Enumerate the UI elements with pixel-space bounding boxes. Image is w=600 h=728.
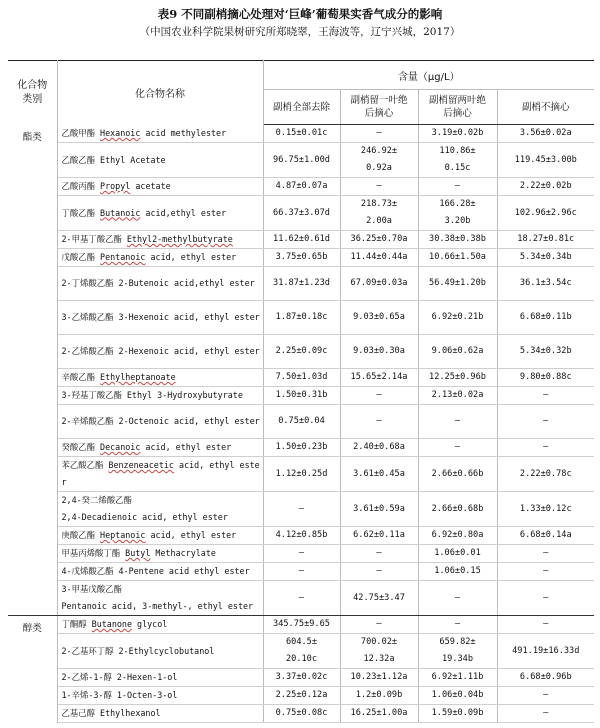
table-subtitle: （中国农业科学院果树研究所郑晓翠，王海波等，辽宁兴城，2017） [139,26,461,38]
compound-en: 1-Octen-3-ol [116,690,178,700]
compound-en: 2,4-Decadienoic acid, ethyl ester [61,512,228,522]
value-treatment-1: — [263,492,340,527]
compound-name [57,705,263,723]
value-treatment-1: 1.87±0.18c [263,301,340,335]
value-treatment-3: 110.86± 0.15c [418,143,497,178]
table-row [8,405,594,439]
compound-en: 2-Hexen-1-ol [116,672,178,682]
compound-en: 2-Hexenoic acid, ethyl ester [118,346,260,356]
compound-en: 2-Ethylcyclobutanol [118,645,215,656]
value-treatment-4: 6.68±0.14a [497,527,594,545]
table-row [8,457,594,492]
value-treatment-1: 3.37±0.02c [263,669,340,687]
value-treatment-3: 10.66±1.50a [418,249,497,267]
header-compound-name: 化合物名称 [57,61,263,125]
value-treatment-4: 2.22±0.02b [497,178,594,196]
compound-name [57,581,263,616]
compound-cn: 庚酸乙酯 [61,530,101,540]
value-treatment-4: 491.19±16.33d [497,634,594,669]
value-treatment-2: 9.03±0.30a [340,335,418,369]
value-treatment-1: — [263,563,340,581]
value-treatment-2: — [340,616,418,634]
value-treatment-3: 30.38±0.38b [418,231,497,249]
table-row [8,527,594,545]
value-treatment-4: — [497,705,594,723]
compound-cn: 乙基己醇 [61,708,101,718]
value-treatment-3: 659.82± 19.34b [418,634,497,669]
value-treatment-3: 3.19±0.02b [418,125,497,143]
value-treatment-3: 1.06±0.15 [418,563,497,581]
table-row [8,705,594,723]
value-treatment-1: 2.25±0.12a [263,687,340,705]
compound-en: Decanoic acid, ethyl ester [100,442,232,452]
value-treatment-1: 31.87±1.23d [263,267,340,301]
value-treatment-2: — [340,178,418,196]
value-treatment-2: 10.23±1.12a [340,669,418,687]
value-treatment-3: 2.66±0.66b [418,457,497,492]
compound-cn: 2-乙基环丁醇 [61,645,119,656]
compound-cn: 2-丁烯酸乙酯 [61,278,119,288]
value-treatment-1: 11.62±0.61d [263,231,340,249]
value-treatment-2: 700.02± 12.32a [340,634,418,669]
value-treatment-3: — [418,439,497,457]
value-treatment-1: 345.75±9.65 [263,616,340,634]
value-treatment-3: 6.92±0.21b [418,301,497,335]
table-row [8,178,594,196]
compound-en: Butyl Methacrylate [125,548,216,558]
value-treatment-3: 2.66±0.68b [418,492,497,527]
compound-en: Ethyl2-methylbutyrate [126,234,233,244]
value-treatment-3: 9.06±0.62a [418,335,497,369]
table-row [8,249,594,267]
value-treatment-4: 119.45±3.00b [497,143,594,178]
table-row [8,616,594,634]
table-title: 表9 不同副梢摘心处理对‘巨峰’葡萄果实香气成分的影响 [157,7,443,21]
value-treatment-3: 1.59±0.09b [418,705,497,723]
compound-cn: 3-羟基丁酸乙酯 [61,390,127,400]
value-treatment-4: — [497,687,594,705]
value-treatment-2: 15.65±2.14a [340,369,418,387]
value-treatment-1: 1.50±0.23b [263,439,340,457]
value-treatment-2: 3.61±0.59a [340,492,418,527]
header-category: 化合物 类别 [8,61,57,125]
value-treatment-3: 56.49±1.20b [418,267,497,301]
compound-name [57,267,263,301]
compound-cn: 2-乙烯-1-醇 [61,672,117,682]
header-content-group: 含量（μg/L） [263,61,594,90]
value-treatment-4: 3.56±0.02a [497,125,594,143]
value-treatment-1: 4.87±0.07a [263,178,340,196]
value-treatment-1: 0.75±0.08c [263,705,340,723]
compound-cn: 2-辛烯酸乙酯 [61,416,119,426]
compound-name [57,616,263,634]
value-treatment-2: 1.2±0.09b [340,687,418,705]
value-treatment-2: 67.09±0.03a [340,267,418,301]
compound-en: Pentanoic acid, 3-methyl-, ethyl ester [61,601,254,611]
compound-cn: 癸酸乙酯 [61,442,101,452]
table-row [8,492,594,527]
table-row [8,335,594,369]
compound-name [57,545,263,563]
compound-name [57,669,263,687]
value-treatment-2: 11.44±0.44a [340,249,418,267]
compound-name [57,178,263,196]
value-treatment-4: 102.96±2.96c [497,196,594,231]
value-treatment-1: 604.5± 20.10c [263,634,340,669]
value-treatment-4: 5.34±0.32b [497,335,594,369]
table-row [8,687,594,705]
value-treatment-4: 1.33±0.12c [497,492,594,527]
compound-name [57,231,263,249]
table-row [8,143,594,178]
compound-en: Ethylheptanoate [100,372,176,382]
value-treatment-2: — [340,405,418,439]
header-treatment-3: 副梢留两叶绝 后摘心 [418,90,497,125]
value-treatment-1: 96.75±1.00d [263,143,340,178]
compound-en: Pentanoic acid, ethyl ester [100,252,237,262]
value-treatment-4: 36.1±3.54c [497,267,594,301]
table-row [8,439,594,457]
value-treatment-3: 2.13±0.02a [418,387,497,405]
compound-en: Ethyl Acetate [100,154,166,165]
compound-en: 2-Butenoic acid,ethyl ester [118,278,255,288]
value-treatment-2: 6.62±0.11a [340,527,418,545]
table-row [8,125,594,143]
value-treatment-1: 0.75±0.04 [263,405,340,439]
compound-cn: 甲基丙烯酸丁酯 [61,548,126,558]
value-treatment-2: — [340,545,418,563]
value-treatment-3: — [418,581,497,616]
value-treatment-3: 6.92±0.80a [418,527,497,545]
value-treatment-4: 2.22±0.78c [497,457,594,492]
compound-cn: 苯乙酸乙酯 [61,460,109,470]
compound-cn: 2,4-癸二烯酸乙酯 [61,495,132,505]
value-treatment-2: 3.61±0.45a [340,457,418,492]
value-treatment-1: 1.50±0.31b [263,387,340,405]
value-treatment-3: — [418,616,497,634]
compound-cn: 辛酸乙酯 [61,372,101,382]
value-treatment-1: 2.25±0.09c [263,335,340,369]
value-treatment-4: — [497,545,594,563]
compound-name [57,301,263,335]
compound-en: Ethylhexanol [100,708,161,718]
compound-en: Butanone glycol [91,619,168,629]
value-treatment-1: — [263,581,340,616]
value-treatment-3: 166.28± 3.20b [418,196,497,231]
value-treatment-2: 36.25±0.70a [340,231,418,249]
value-treatment-1: 7.50±1.03d [263,369,340,387]
value-treatment-2: — [340,387,418,405]
compound-cn: 丁酸乙酯 [61,207,101,218]
compound-name [57,405,263,439]
compound-name [57,563,263,581]
value-treatment-3: — [418,178,497,196]
compound-name [57,249,263,267]
compound-name [57,439,263,457]
value-treatment-1: 0.15±0.01c [263,125,340,143]
compound-en: Heptanoic acid, ethyl ester [100,530,237,540]
value-treatment-4: 18.27±0.81c [497,231,594,249]
compound-en: 4-Pentene acid ethyl ester [118,566,250,576]
compound-cn: 丁酮醇 [61,619,92,629]
table-row [8,231,594,249]
value-treatment-1: 1.12±0.25d [263,457,340,492]
compound-name [57,125,263,143]
value-treatment-4: 5.34±0.34b [497,249,594,267]
value-treatment-1: 3.75±0.65b [263,249,340,267]
value-treatment-2: 218.73± 2.00a [340,196,418,231]
value-treatment-4: — [497,439,594,457]
value-treatment-3: 1.06±0.04b [418,687,497,705]
aroma-components-table [8,60,594,723]
value-treatment-4: 9.80±0.88c [497,369,594,387]
table-row [8,634,594,669]
compound-cn: 乙酸乙酯 [61,154,101,165]
value-treatment-4: — [497,387,594,405]
value-treatment-3: 1.06±0.01 [418,545,497,563]
header-treatment-2: 副梢留一叶绝 后摘心 [340,90,418,125]
compound-name [57,143,263,178]
table-row [8,581,594,616]
compound-name [57,687,263,705]
compound-cn: 乙酸丙酯 [61,181,101,191]
compound-en: Propyl acetate [100,181,171,191]
compound-name [57,492,263,527]
value-treatment-2: 2.40±0.68a [340,439,418,457]
value-treatment-4: — [497,616,594,634]
category-esters: 酯类 [8,125,57,616]
table-row [8,387,594,405]
category-alcohols: 醇类 [8,616,57,723]
value-treatment-4: 6.68±0.96b [497,669,594,687]
compound-name [57,369,263,387]
compound-cn: 乙酸甲酯 [61,127,101,138]
compound-name [57,196,263,231]
table-row [8,545,594,563]
value-treatment-2: 42.75±3.47 [340,581,418,616]
compound-cn: 2-乙烯酸乙酯 [61,346,119,356]
value-treatment-2: — [340,125,418,143]
value-treatment-3: 12.25±0.96b [418,369,497,387]
table-row [8,196,594,231]
compound-name [57,387,263,405]
value-treatment-3: 6.92±1.11b [418,669,497,687]
header-treatment-4: 副梢不摘心 [497,90,594,125]
value-treatment-4: 6.68±0.11b [497,301,594,335]
value-treatment-2: — [340,563,418,581]
value-treatment-1: 66.37±3.07d [263,196,340,231]
table-row [8,267,594,301]
value-treatment-3: — [418,405,497,439]
compound-name [57,335,263,369]
compound-en: Hexanoic acid methylester [100,127,227,138]
compound-cn: 2-甲基丁酸乙酯 [61,234,127,244]
compound-name [57,457,263,492]
compound-en: Benzeneacetic acid, ethyl ester [61,460,260,487]
compound-cn: 1-辛烯-3-醇 [61,690,117,700]
value-treatment-2: 9.03±0.65a [340,301,418,335]
compound-cn: 3-甲基戊酸乙酯 [61,584,122,594]
table-row [8,369,594,387]
compound-name [57,634,263,669]
compound-en: 2-Octenoic acid, ethyl ester [118,416,260,426]
value-treatment-2: 16.25±1.00a [340,705,418,723]
value-treatment-4: — [497,405,594,439]
value-treatment-1: 4.12±0.85b [263,527,340,545]
value-treatment-1: — [263,545,340,563]
header-treatment-1: 副梢全部去除 [263,90,340,125]
compound-en: Butanoic acid,ethyl ester [100,207,227,218]
compound-en: 3-Hexenoic acid, ethyl ester [118,312,260,322]
compound-cn: 3-乙烯酸乙酯 [61,312,119,322]
compound-en: Ethyl 3-Hydroxybutyrate [126,390,243,400]
value-treatment-4: — [497,563,594,581]
table-row [8,301,594,335]
compound-cn: 4-戊烯酸乙酯 [61,566,119,576]
compound-cn: 戊酸乙酯 [61,252,101,262]
table-row [8,669,594,687]
compound-name [57,527,263,545]
value-treatment-2: 246.92± 0.92a [340,143,418,178]
value-treatment-4: — [497,581,594,616]
table-row [8,563,594,581]
